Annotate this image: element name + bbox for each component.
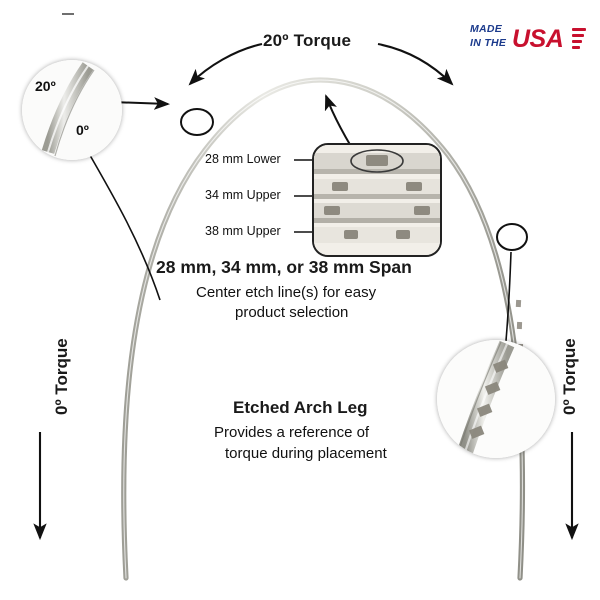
cross-section-panel [312, 143, 442, 257]
left-torque-label: 0º Torque [52, 338, 71, 415]
flag-stripes-icon [572, 28, 586, 52]
span-sub-line-1: Center etch line(s) for easy [196, 284, 377, 301]
span-heading: 28 mm, 34 mm, or 38 mm Span [156, 257, 412, 277]
label-28mm-lower: 28 mm Lower [205, 152, 281, 166]
made-in-usa-badge [468, 22, 586, 62]
badge-line-2: IN THE [470, 37, 507, 49]
span-sub-line-2: product selection [235, 304, 349, 321]
label-38mm-upper: 38 mm Upper [205, 224, 281, 238]
inset-label-20deg: 20º [35, 78, 56, 94]
leader-xsection [326, 96, 352, 148]
inset-label-0deg: 0º [76, 122, 89, 138]
wire-marker-left [181, 109, 213, 135]
top-span-arrow-left [190, 44, 262, 84]
top-torque-label: 20º Torque [263, 31, 352, 50]
inset-top-left [22, 60, 122, 160]
etch-sub-line-2: torque during placement [225, 445, 387, 462]
badge-line-1: MADE [470, 23, 503, 35]
etch-heading: Etched Arch Leg [233, 398, 368, 417]
wire-marker-right [497, 224, 527, 250]
inset-bottom-right [437, 340, 555, 458]
badge-usa-text: USA [512, 25, 564, 53]
label-34mm-upper: 34 mm Upper [205, 188, 281, 202]
right-torque-label: 0º Torque [560, 338, 579, 415]
top-span-arrow-right [378, 44, 452, 84]
etch-sub-line-1: Provides a reference of [214, 424, 370, 441]
